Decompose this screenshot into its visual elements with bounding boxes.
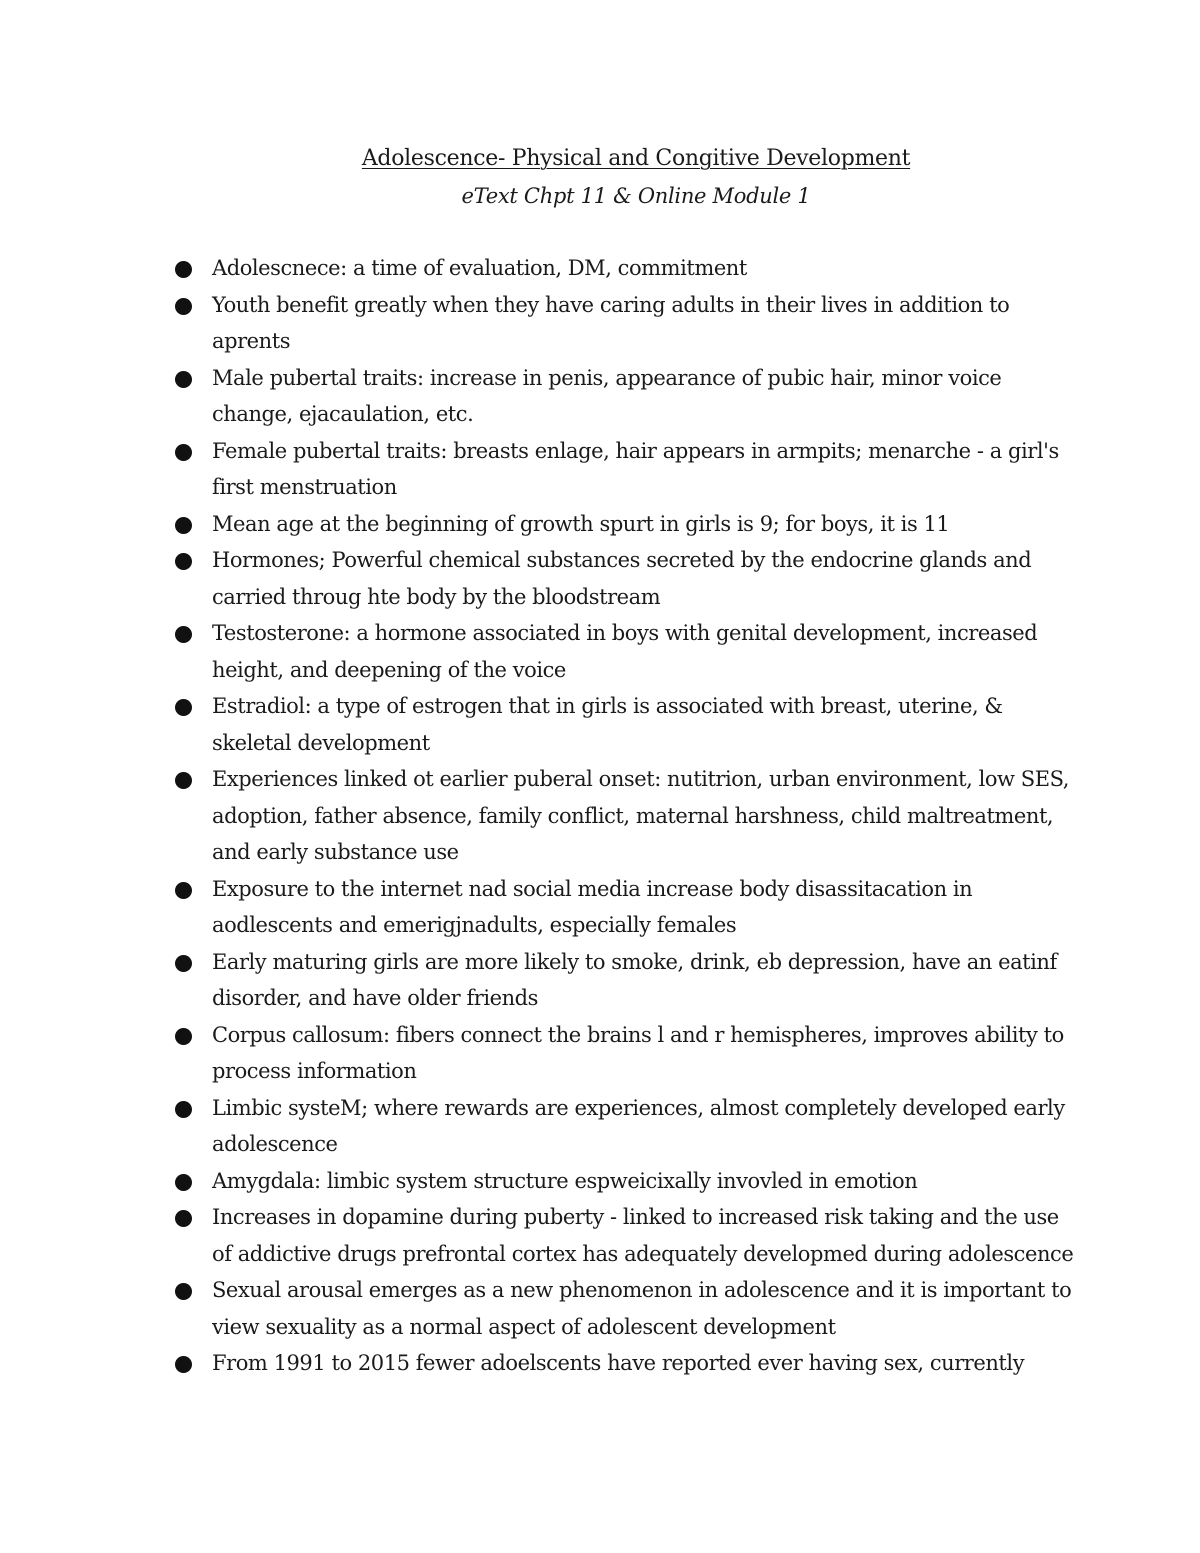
bullet-icon [175, 371, 192, 388]
bullet-icon [175, 955, 192, 972]
bullet-icon [175, 882, 192, 899]
notes-list [175, 250, 1075, 1382]
list-item [175, 1199, 1075, 1272]
list-item [175, 542, 1075, 615]
list-item [175, 944, 1075, 1017]
bullet-icon [175, 1174, 192, 1191]
list-item [175, 1272, 1075, 1345]
list-item [175, 1163, 1075, 1200]
document-subtitle: eText Chpt 11 & Online Module 1 [461, 184, 811, 208]
bullet-icon [175, 626, 192, 643]
bullet-icon [175, 1356, 192, 1373]
list-item-text: From 1991 to 2015 fewer adoelscents have reported ever having sex, currently [212, 1351, 1025, 1375]
bullet-icon [175, 517, 192, 534]
list-item-text: Testosterone: a hormone associated in boys with genital development, increased height, and deepening of the voice [212, 621, 1038, 682]
list-item-text: Mean age at the beginning of growth spurt in girls is 9; for boys, it is 11 [212, 511, 950, 536]
bullet-icon [175, 1210, 192, 1227]
bullet-icon [175, 772, 192, 789]
list-item-text: Amygdala: limbic system structure espweicixally invovled in emotion [212, 1168, 918, 1193]
list-item-text: Youth benefit greatly when they have caring adults in their lives in addition to aprents [212, 292, 1010, 353]
list-item-text: Experiences linked ot earlier puberal onset: nutitrion, urban environment, low SES, adoption, father absence, family conflict, maternal harshness, child maltreatment, and early substance use [212, 767, 1070, 864]
bullet-icon [175, 1028, 192, 1045]
list-item [175, 506, 1075, 543]
list-item [175, 688, 1075, 761]
list-item-text: Sexual arousal emerges as a new phenomenon in adolescence and it is important to view sexuality as a normal aspect of adolescent development [212, 1278, 1072, 1339]
list-item [175, 250, 1075, 287]
bullet-icon [175, 1283, 192, 1300]
list-item-text: Limbic systeM; where rewards are experiences, almost completely developed early adolescence [212, 1095, 1065, 1156]
list-item-text: Early maturing girls are more likely to smoke, drink, eb depression, have an eatinf disorder, and have older friends [212, 949, 1057, 1010]
list-item [175, 1345, 1075, 1382]
list-item-text: Increases in dopamine during puberty - linked to increased risk taking and the use of addictive drugs prefrontal cortex has adequately developmed during adolescence [212, 1205, 1074, 1266]
list-item [175, 761, 1075, 871]
list-item-text: Estradiol: a type of estrogen that in girls is associated with breast, uterine, & skeletal development [212, 694, 1003, 755]
list-item-text: Male pubertal traits: increase in penis, appearance of pubic hair, minor voice change, ejacaulation, etc. [212, 365, 1002, 426]
bullet-icon [175, 1101, 192, 1118]
list-item-text: Adolescnece: a time of evaluation, DM, commitment [212, 256, 747, 280]
list-item-text: Corpus callosum: fibers connect the brains l and r hemispheres, improves ability to process information [212, 1022, 1064, 1083]
list-item [175, 433, 1075, 506]
list-item-text: Female pubertal traits: breasts enlage, hair appears in armpits; menarche - a girl's first menstruation [212, 438, 1059, 499]
list-item [175, 360, 1075, 433]
list-item [175, 287, 1075, 360]
list-item-text: Hormones; Powerful chemical substances secreted by the endocrine glands and carried throug hte body by the bloodstream [212, 548, 1032, 609]
document-title: Adolescence- Physical and Congitive Development [361, 146, 911, 171]
list-item [175, 615, 1075, 688]
bullet-icon [175, 261, 192, 278]
bullet-icon [175, 699, 192, 716]
bullet-icon [175, 553, 192, 570]
list-item [175, 871, 1075, 944]
list-item [175, 1090, 1075, 1163]
list-item-text: Exposure to the internet nad social media increase body disassitacation in aodlescents and emerigjnadults, especially females [212, 876, 973, 937]
list-item [175, 1017, 1075, 1090]
bullet-icon [175, 444, 192, 461]
bullet-icon [175, 298, 192, 315]
